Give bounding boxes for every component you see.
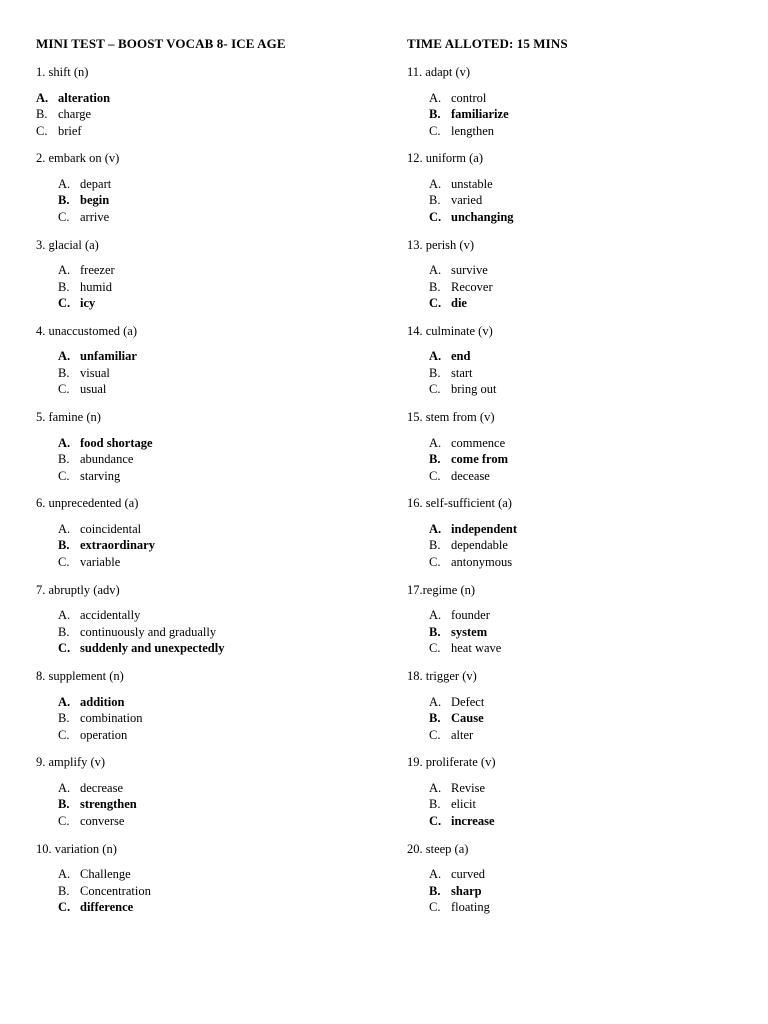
option-letter: C.	[58, 382, 70, 397]
option-text: unchanging	[451, 209, 514, 224]
option-letter: C.	[36, 123, 48, 138]
option-letter: A.	[429, 90, 442, 105]
option-correct	[58, 348, 366, 365]
question-title: 8. supplement (n)	[36, 669, 124, 684]
option	[58, 710, 366, 727]
option-letter: A.	[58, 263, 71, 278]
option-letter: C.	[58, 641, 71, 656]
option-text: Cause	[451, 711, 484, 726]
option-text: unfamiliar	[80, 349, 137, 364]
option-text: strengthen	[80, 797, 137, 812]
option-letter: B.	[58, 279, 70, 294]
question-item	[407, 841, 737, 927]
option-correct	[429, 521, 737, 538]
option-text: bring out	[451, 382, 497, 397]
option-letter: A.	[58, 521, 71, 536]
question-item	[407, 582, 737, 668]
option-text: Revise	[451, 780, 486, 795]
option-letter: B.	[429, 279, 441, 294]
option-letter: A.	[429, 435, 442, 450]
option-text: start	[451, 365, 473, 380]
option-letter: B.	[58, 452, 70, 467]
option-text: continuously and gradually	[80, 624, 217, 639]
option-correct	[429, 209, 737, 226]
question-title: 1. shift (n)	[36, 65, 89, 79]
option-text: Recover	[451, 279, 493, 294]
option	[429, 279, 737, 296]
option-text: humid	[80, 279, 112, 294]
test-title: MINI TEST – BOOST VOCAB 8- ICE AGE	[36, 36, 286, 51]
option-letter: B.	[429, 193, 441, 208]
option-letter: C.	[429, 900, 441, 915]
option-letter: C.	[429, 123, 441, 138]
option-text: suddenly and unexpectedly	[80, 641, 225, 656]
option-correct	[58, 295, 366, 312]
option-letter: A.	[429, 263, 442, 278]
option-list	[407, 262, 737, 312]
option-list	[407, 176, 737, 226]
option-letter: B.	[429, 883, 441, 898]
option-text: curved	[451, 867, 486, 882]
option-text: addition	[80, 694, 125, 709]
question-title: 19. proliferate (v)	[407, 755, 496, 770]
option-list	[36, 607, 366, 657]
questions-column-right	[407, 64, 737, 927]
option	[429, 727, 737, 744]
option-letter: A.	[58, 780, 71, 795]
option-text: visual	[80, 365, 110, 380]
option-letter: C.	[429, 296, 442, 311]
option-text: difference	[80, 900, 134, 915]
option-text: floating	[451, 900, 490, 915]
option-letter: A.	[429, 349, 442, 364]
option-letter: B.	[58, 797, 70, 812]
option-text: Concentration	[80, 883, 151, 898]
option-list	[36, 262, 366, 312]
option	[58, 176, 366, 193]
option-text: Defect	[451, 694, 485, 709]
option-letter: C.	[429, 382, 441, 397]
question-title: 4. unaccustomed (a)	[36, 323, 138, 338]
option-text: begin	[80, 193, 110, 208]
option-text: system	[451, 624, 488, 639]
option	[58, 262, 366, 279]
option	[429, 90, 737, 107]
option-text: unstable	[451, 176, 493, 191]
option-text: control	[451, 90, 487, 105]
option-correct	[429, 451, 737, 468]
option-list	[36, 435, 366, 485]
option-list	[407, 866, 737, 916]
option-list	[407, 90, 737, 140]
option-text: abundance	[80, 452, 134, 467]
option-letter: A.	[58, 176, 71, 191]
option-text: icy	[80, 296, 96, 311]
question-item	[407, 754, 737, 840]
option	[58, 381, 366, 398]
option-list	[407, 435, 737, 485]
option-letter: B.	[429, 538, 441, 553]
option-letter: C.	[58, 209, 70, 224]
option-text: elicit	[451, 797, 476, 812]
option-text: lengthen	[451, 123, 495, 138]
option	[429, 365, 737, 382]
option-text: charge	[58, 107, 92, 121]
option-text: coincidental	[80, 521, 142, 536]
option-text: commence	[451, 435, 506, 450]
option-list	[36, 90, 366, 140]
option-letter: B.	[58, 193, 70, 208]
option-correct	[58, 640, 366, 657]
question-item	[36, 64, 366, 150]
option-letter: B.	[58, 538, 70, 553]
question-title: 6. unprecedented (a)	[36, 496, 139, 511]
question-item	[36, 582, 366, 668]
option-list	[36, 348, 366, 398]
option-letter: C.	[58, 468, 70, 483]
question-item	[36, 323, 366, 409]
option-text: freezer	[80, 263, 115, 278]
option-letter: B.	[58, 883, 70, 898]
option-letter: C.	[429, 209, 442, 224]
option	[429, 537, 737, 554]
questions-column-left	[36, 64, 366, 927]
option-letter: A.	[429, 694, 442, 709]
time-allotted: TIME ALLOTED: 15 MINS	[407, 36, 568, 51]
question-title: 13. perish (v)	[407, 237, 474, 252]
option-correct	[429, 883, 737, 900]
option	[429, 554, 737, 571]
option	[58, 624, 366, 641]
option	[429, 866, 737, 883]
option-list	[36, 780, 366, 830]
option-text: end	[451, 349, 471, 364]
option-correct	[429, 624, 737, 641]
option-list	[407, 521, 737, 571]
option	[58, 365, 366, 382]
option-list	[407, 780, 737, 830]
option-text: depart	[80, 176, 112, 191]
option	[58, 279, 366, 296]
question-item	[407, 237, 737, 323]
option	[58, 780, 366, 797]
option-letter: B.	[429, 365, 441, 380]
option-letter: B.	[429, 797, 441, 812]
option-letter: A.	[429, 176, 442, 191]
question-title: 18. trigger (v)	[407, 669, 477, 684]
option	[58, 813, 366, 830]
option-list	[36, 521, 366, 571]
option-text: arrive	[80, 209, 110, 224]
option-letter: B.	[429, 624, 441, 639]
option	[429, 899, 737, 916]
question-item	[407, 495, 737, 581]
question-title: 5. famine (n)	[36, 410, 101, 425]
option-letter: C.	[429, 554, 441, 569]
question-title: 3. glacial (a)	[36, 237, 99, 252]
option-correct	[429, 348, 737, 365]
option	[58, 209, 366, 226]
option-letter: A.	[58, 435, 71, 450]
option	[429, 780, 737, 797]
option-text: increase	[451, 813, 495, 828]
option-letter: A.	[429, 867, 442, 882]
question-title: 16. self-sufficient (a)	[407, 496, 512, 511]
option-letter: C.	[58, 813, 70, 828]
question-item	[36, 150, 366, 236]
option-letter: A.	[58, 694, 71, 709]
option-list	[36, 694, 366, 744]
option-text: decrease	[80, 780, 124, 795]
question-title: 11. adapt (v)	[407, 65, 471, 79]
option	[58, 883, 366, 900]
option-text: operation	[80, 727, 128, 742]
option-correct	[58, 192, 366, 209]
option-letter: C.	[58, 900, 71, 915]
option-text: starving	[80, 468, 121, 483]
option-letter: B.	[58, 624, 70, 639]
question-item	[36, 495, 366, 581]
option	[58, 451, 366, 468]
option-text: converse	[80, 813, 125, 828]
option-text: dependable	[451, 538, 508, 553]
option-letter: A.	[429, 780, 442, 795]
option-text: die	[451, 296, 467, 311]
option	[429, 694, 737, 711]
option-correct	[429, 710, 737, 727]
question-item	[407, 64, 737, 150]
option	[36, 106, 366, 123]
question-item	[36, 409, 366, 495]
option-letter: A.	[58, 349, 71, 364]
option-text: accidentally	[80, 608, 141, 623]
option-letter: A.	[36, 90, 49, 105]
option-text: alter	[451, 727, 474, 742]
option-letter: C.	[429, 468, 441, 483]
option-correct	[429, 106, 737, 123]
option-letter: B.	[429, 452, 441, 467]
question-item	[407, 409, 737, 495]
question-item	[36, 237, 366, 323]
option-text: extraordinary	[80, 538, 155, 553]
option	[58, 468, 366, 485]
option-text: Challenge	[80, 867, 131, 882]
option-letter: B.	[58, 711, 70, 726]
question-title: 14. culminate (v)	[407, 323, 493, 338]
question-title: 12. uniform (a)	[407, 151, 484, 166]
option-letter: B.	[58, 365, 70, 380]
question-item	[407, 668, 737, 754]
question-item	[36, 668, 366, 754]
option-letter: A.	[429, 608, 442, 623]
option-text: founder	[451, 608, 490, 623]
option-text: survive	[451, 263, 488, 278]
option	[429, 123, 737, 140]
option	[429, 796, 737, 813]
option-list	[407, 348, 737, 398]
option	[429, 176, 737, 193]
option	[58, 727, 366, 744]
option-letter: C.	[58, 727, 70, 742]
option-letter: B.	[36, 107, 48, 121]
option-text: heat wave	[451, 641, 502, 656]
option-text: come from	[451, 452, 509, 467]
option-correct	[58, 899, 366, 916]
option	[429, 381, 737, 398]
option-correct	[36, 90, 366, 107]
option-letter: A.	[58, 608, 71, 623]
option-text: variable	[80, 554, 121, 569]
option-text: brief	[58, 123, 82, 138]
option-text: familiarize	[451, 107, 509, 121]
option-text: independent	[451, 521, 517, 536]
option-correct	[58, 694, 366, 711]
option-letter: B.	[429, 711, 441, 726]
option	[58, 866, 366, 883]
option-letter: A.	[58, 867, 71, 882]
option-correct	[58, 537, 366, 554]
question-title: 20. steep (a)	[407, 841, 469, 856]
option	[429, 435, 737, 452]
option-letter: C.	[58, 296, 71, 311]
option-letter: C.	[429, 641, 441, 656]
option	[58, 607, 366, 624]
option-text: varied	[451, 193, 483, 208]
question-title: 9. amplify (v)	[36, 755, 106, 770]
option	[36, 123, 366, 140]
question-title: 15. stem from (v)	[407, 410, 495, 425]
option-text: usual	[80, 382, 107, 397]
option	[429, 262, 737, 279]
option-text: antonymous	[451, 554, 513, 569]
question-item	[407, 150, 737, 236]
option	[429, 607, 737, 624]
option-correct	[58, 796, 366, 813]
option-letter: A.	[429, 521, 442, 536]
option-text: alteration	[58, 90, 111, 105]
question-title: 17.regime (n)	[407, 582, 476, 597]
question-item	[407, 323, 737, 409]
option-correct	[429, 295, 737, 312]
option-list	[407, 607, 737, 657]
option-letter: B.	[429, 107, 441, 121]
question-item	[36, 754, 366, 840]
question-item	[36, 841, 366, 927]
option-list	[36, 176, 366, 226]
question-title: 7. abruptly (adv)	[36, 582, 120, 597]
option	[429, 640, 737, 657]
option	[429, 192, 737, 209]
option-list	[407, 694, 737, 744]
option-correct	[429, 813, 737, 830]
question-title: 10. variation (n)	[36, 841, 117, 856]
option-text: food shortage	[80, 435, 153, 450]
option-letter: C.	[429, 727, 441, 742]
option-letter: C.	[58, 554, 70, 569]
option	[429, 468, 737, 485]
option-list	[36, 866, 366, 916]
option-correct	[58, 435, 366, 452]
option	[58, 554, 366, 571]
question-title: 2. embark on (v)	[36, 151, 120, 166]
option-letter: C.	[429, 813, 442, 828]
option-text: combination	[80, 711, 143, 726]
option-text: sharp	[451, 883, 482, 898]
option	[58, 521, 366, 538]
option-text: decease	[451, 468, 490, 483]
